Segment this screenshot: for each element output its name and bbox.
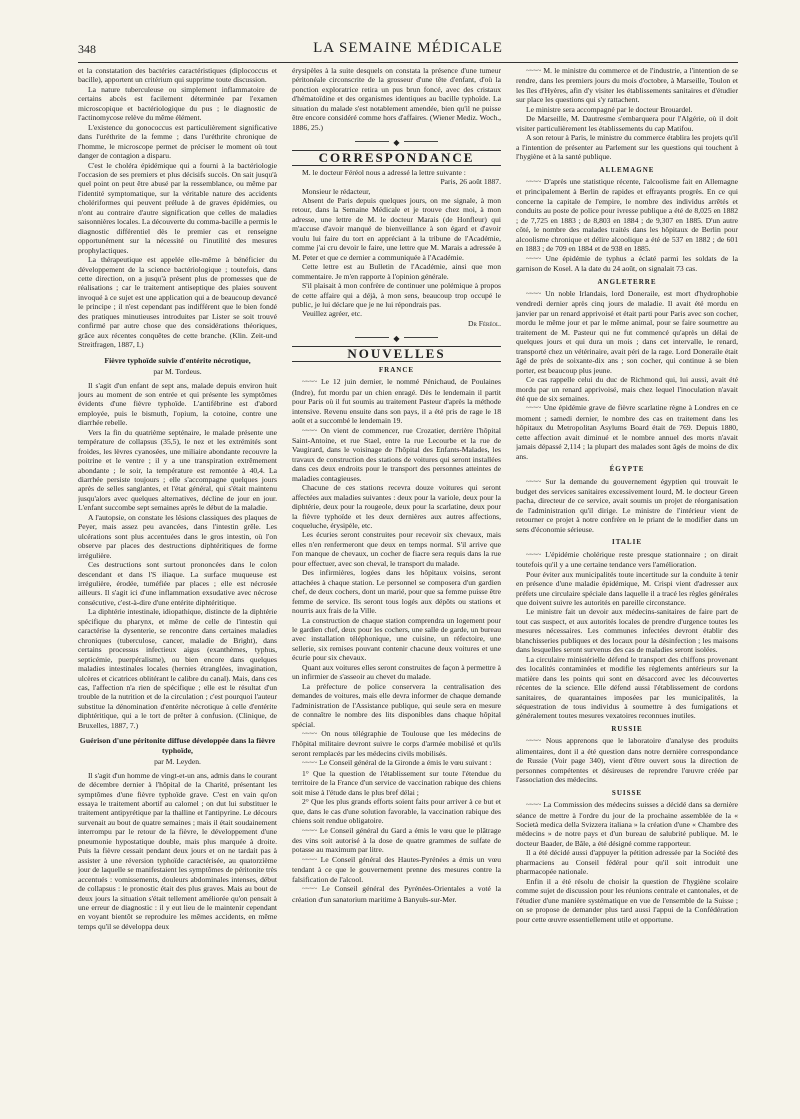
- ornament-divider: ◆: [292, 334, 501, 340]
- news-dash-icon: ~~~~: [526, 254, 542, 263]
- header-rule: [78, 62, 738, 63]
- paragraph: La nature tuberculeuse ou simplement inflammatoire de certains abcès est facilement déterminée par l'examen microscopique et bactériologique du pus ; le diagnostic de l'actinomycose relève du même élément.: [78, 84, 277, 123]
- country-heading: FRANCE: [378, 365, 415, 374]
- section-heading-correspondance: CORRESPONDANCE: [292, 150, 501, 165]
- news-dash-icon: ~~~~: [302, 426, 318, 435]
- paragraph: L'existence du gonococcus est particulièrement significative dans l'uréthrite de la femme ; dans l'uréthrite chronique de l'homme, le microscope permet de préciser le moment où tout danger de contagion a disparu.: [78, 122, 277, 161]
- column-3: [516, 66, 738, 1075]
- news-dash-icon: ~~~~: [526, 177, 542, 186]
- journal-title: LA SEMAINE MÉDICALE: [313, 40, 503, 56]
- news-item: ~~~~ D'après une statistique récente, l'alcoolisme fait en Allemagne et principalement à Berlin de rapides et effrayants progrès. En ce qui concerne la capitale de l'empire, le nombre des individus arrêtés et conduits au poste de police pour ivresse publique a été de 8,025 en 1882 ; de 7,725 en 1883 ; de 8,803 en 1884 ; de 9,307 en 1885. D'un autre côté, le nombre des malades traités dans les hôpitaux de Berlin pour alcoolisme chronique et délire alcoolique a été de 537 en 1882 ; de 601 en 1883 ; de 709 en 1884 et de 938 en 1885.: [516, 176, 738, 254]
- ornament-divider: ◆: [292, 138, 501, 144]
- paragraph: C'est le choléra épidémique qui a fourni à la bactériologie l'occasion de ses premiers et plus décisifs succès. On sait jusqu'à quel point on peut être abusé par la ressemblance, ou même par l'identité symptomatique, sur la véritable nature des accidents cholériformes qui peuvent prélude à de graves épidémies, ou n'ont au contraire d'autre signification que celles de maladies saisonnières locales. La découverte du comma-bacille a permis le diagnostic différentiel dès le premier cas et renseigne opportunément sur la nécessité ou l'inutilité des mesures prophylactiques.: [78, 160, 277, 255]
- paragraph: A son retour à Paris, le ministre du commerce établira les projets qu'il a l'intention de présenter au Parlement sur les questions qui touchent à l'hygiène et à la santé publique.: [516, 133, 738, 162]
- letter-salutation: Monsieur le rédacteur,: [302, 186, 371, 196]
- paragraph: 2° Que les plus grands efforts soient faits pour arriver à ce but et que, dans le cas d'une solution favorable, la vaccination rabique des chiens soit rendue obligatoire.: [292, 797, 501, 826]
- news-dash-icon: ~~~~: [526, 404, 542, 413]
- column-1: [78, 66, 277, 1075]
- news-dash-icon: ~~~~: [526, 477, 542, 486]
- paragraph: La diphtérie intestinale, idiopathique, distincte de la diphtérie spécifique du pharynx, et même de celle de l'intestin qui caractérise la dysenterie, se rencontre dans certaines maladies chroniques (tuberculose, cancer, maladie de Bright), dans certains processus infectieux aigus (exanthèmes, typhus, septicémie, puerpéralisme), ou bien encore dans quelques maladies intestinales locales (hernies étranglées, invagination, ulcères et cicatrices oblitérant le calibre du canal). Mais, dans ces cas, l'affection n'a rien de spécifique ; elle est le résultat d'un trouble de la nutrition et de la circulation ; c'est pourquoi l'auteur substitue la dénomination d'entérite nécrotique à celle d'entérite diphtéritique, qui a le tort de prêter à confusion. (Clinique, de Bruxelles, 1887, 7.): [78, 607, 277, 730]
- news-item: ~~~~ M. le ministre du commerce et de l'industrie, a l'intention de se rendre, dans les premiers jours du mois d'octobre, à Marseille, Toulon et les îles d'Hyères, afin d'y visiter les établissements sanitaires et d'étudier sur place les questions qui s'y rattachent.: [516, 66, 738, 105]
- news-dash-icon: ~~~~: [526, 737, 542, 746]
- country-heading: ÉGYPTE: [609, 465, 645, 474]
- news-dash-icon: ~~~~: [302, 759, 318, 768]
- paragraph: A l'autopsie, on constate les lésions classiques des plaques de Peyer, mais assez peu avancées, dans l'intestin grêle. Les ulcérations sont plus accentuées dans le gros intestin, où l'on observe par places des destructions diphtéritiques de forme irrégulière.: [78, 512, 277, 560]
- letter-closing: Veuillez agréer, etc.: [302, 309, 362, 319]
- paragraph: La construction de chaque station comprendra un logement pour le gardien chef, deux pour les cochers, une salle de garde, un bureau avec installation téléphonique, une cuisine, un réfectoire, une sellerie, six remises pouvant contenir chacune deux voitures et une écurie pour six chevaux.: [292, 615, 501, 663]
- news-item: ~~~~ Une épidémie grave de fièvre scarlatine règne à Londres en ce moment ; samedi dernier, le nombre des cas en traitement dans les hôpitaux du Metropolitan Asylums Board était de 769. Depuis 1880, cette affection avait diminué et le nombre annuel des morts n'avait jamais dépassé 2,114 ; la plupart des malades sont âgés de moins de dix ans.: [516, 403, 738, 461]
- paragraph: et la constatation des bactéries caractéristiques (diplococcus et bacille), apportent un critérium qui supprime toute discussion.: [78, 66, 277, 85]
- news-dash-icon: ~~~~: [526, 801, 542, 810]
- article-heading: Guérison d'une péritonite diffuse développée dans la fièvre typhoïde,: [79, 736, 276, 755]
- news-dash-icon: ~~~~: [302, 885, 318, 894]
- paragraph: Vers la fin du quatrième septénaire, le malade présente une température de collapsus (35,5), le nez et les extrémités sont froides, les lèvres cyanosées, une miliaire abondante recouvre la poitrine et le ventre ; il y a une transpiration extrêmement abondante ; le soir, la température est remontée à 40,4. La diarrhée persiste toujours ; elle s'accompagne quelques jours après de selles sanglantes, et l'état général, qui s'était maintenu jusqu'alors avec quelques alternatives, décline de jour en jour. L'enfant succombe sept semaines après le début de la maladie.: [78, 427, 277, 513]
- news-item: ~~~~ La Commission des médecins suisses a décidé dans sa dernière séance de mettre à l'ordre du jour de la prochaine assemblée de la « Società medica della Svizzera italiana » la création d'une « Chambre des médecins » de notre pays et d'un bureau de salubrité publique. M. le docteur Baader, de Bâle, a été désigné comme rapporteur.: [516, 800, 738, 848]
- letter-signature: Dr Féréol.: [468, 318, 501, 328]
- paragraph: La thérapeutique est appelée elle-même à bénéficier du développement de la science bactériologique ; toutefois, dans cette direction, on a jusqu'à présent plus de promesses que de réalisations ; car le traitement antiseptique des plaies souvent invoqué à ce sujet est une application qui a de beaucoup devancé le principe ; il n'est cependant pas indifférent que le bien fondé des pratiques minutieuses introduites par Lister se soit trouvé confirmé par autre chose que des considérations théoriques, grâce aux récentes conquêtes de cette branche. (Klin. Zeit-und Streitfragen, 1887, I.): [78, 255, 277, 350]
- news-dash-icon: ~~~~: [302, 855, 318, 864]
- paragraph: Le ministre sera accompagné par le docteur Brouardel.: [526, 104, 693, 114]
- country-heading: ITALIE: [612, 538, 642, 547]
- news-item: ~~~~ Nous apprenons que le laboratoire d'analyse des produits alimentaires, dont il a été question dans notre dernière correspondance de Russie (Voir page 340), vient d'être ouvert sous la direction de personnes compétentes et désireuses de reprendre l'œuvre créée par l'association des médecins.: [516, 736, 738, 785]
- news-item: ~~~~ L'épidémie cholérique reste presque stationnaire ; on dirait toutefois qu'il y a une certaine tendance vers l'amélioration.: [516, 549, 738, 570]
- news-dash-icon: ~~~~: [526, 550, 542, 559]
- paragraph: Ces destructions sont surtout prononcées dans le colon descendant et dans l'S iliaque. La surface muqueuse est irrégulière, érodée, tuméfiée par places ; elle est nécrosée ailleurs. Il s'agit ici d'une inflammation exsudative avec nécrose consécutive, c'est-à-dire d'une entérite diphtéritique.: [78, 560, 277, 607]
- article-author: par M. Tordeus.: [153, 367, 202, 377]
- news-item: ~~~~ Le Conseil général de la Gironde a émis le vœu suivant :: [302, 758, 492, 768]
- country-heading: RUSSIE: [611, 724, 643, 733]
- paragraph: Ce cas rappelle celui du duc de Richmond qui, lui aussi, avait été mordu par un renard apprivoisé, mais chez lequel l'inoculation n'avait été que de six semaines.: [516, 375, 738, 403]
- paragraph: Il s'agit d'un homme de vingt-et-un ans, admis dans le courant de décembre dernier à l'hôpital de la Charité, présentant les symptômes d'une fièvre typhoïde grave. C'est en vain qu'on essaya le traitement abortif au calomel ; on dut lui substituer le traitement antipyrétique par la thalline et l'antipyrine. Le décours survenait au bout de quatre semaines ; mais il était soudainement interrompu par le retour de la fièvre, le développement d'une pneumonie hypostatique double, mais plus marquée à droite. Puis la fièvre cessait pendant deux jours et on ne tardait pas à assister à une réversion typhoïde caractérisée, au quatorzième jour de laquelle se manifestaient les symptômes de péritonite très accentués : vomissements, douleurs abdominales intenses, début de collapsus : le pronostic était des plus graves. Mais au bout de deux jours la situation s'était tellement améliorée qu'on pensait à une erreur de diagnostic : il y eut lieu de le maintenir cependant en voyant bientôt se reproduire les mêmes accidents, en même temps qu'il se développa deux: [78, 770, 277, 931]
- paragraph: M. le docteur Féréol nous a adressé la lettre suivante :: [302, 167, 466, 177]
- page-number: 348: [78, 42, 96, 56]
- country-heading: SUISSE: [611, 788, 643, 797]
- news-item: ~~~~ On nous télégraphie de Toulouse que les médecins de l'hôpital militaire devront suivre le corps d'armée mobilisé et qu'ils seront remplacés par les médecins civils mobilisés.: [292, 729, 501, 758]
- section-heading-nouvelles: NOUVELLES: [292, 346, 501, 361]
- article-heading: Fièvre typhoïde suivie d'entérite nécrotique,: [104, 355, 251, 365]
- news-item: ~~~~ Le Conseil général du Gard a émis le vœu que le plâtrage des vins soit autorisé à la dose de quatre grammes de sulfate de potasse au maximum par litre.: [292, 825, 501, 855]
- paragraph: Il s'agit d'un enfant de sept ans, malade depuis environ huit jours au moment de son entrée et qui présente les symptômes évidents d'une fièvre typhoïde. L'antifébrine est d'abord employée, puis le bismuth, l'opium, la cotoine, contre une diarrhée rebelle.: [78, 380, 277, 428]
- news-item: ~~~~ Une épidémie de typhus a éclaté parmi les soldats de la garnison de Kosel. A la date du 24 août, on signalait 73 cas.: [516, 253, 738, 274]
- paragraph: Quant aux voitures elles seront construites de façon à permettre à un infirmier de s'asseoir au chevet du malade.: [292, 662, 501, 682]
- news-dash-icon: ~~~~: [302, 730, 318, 738]
- news-dash-icon: ~~~~: [302, 378, 318, 387]
- column-2: [292, 66, 501, 1075]
- paragraph: Enfin il a été résolu de choisir la question de l'hygiène scolaire comme sujet de discussion pour les réunions centrale et cantonales, et de l'étudier d'une manière systématique en vue de l'ensemble de la Suisse ; on se propose de demander plus tard aussi l'appui de la Confédération pour cette œuvre essentiellement utile et opportune.: [516, 876, 738, 924]
- letter-date: Paris, 26 août 1887.: [440, 177, 501, 187]
- page-header: [78, 38, 738, 60]
- news-dash-icon: ~~~~: [302, 826, 318, 835]
- article-author: par M. Leyden.: [154, 757, 201, 767]
- paragraph: Des infirmières, logées dans les hôpitaux voisins, seront attachées à chaque station. Le personnel se composera d'un gardien chef, de deux cochers, dont un marié, pour que sa femme puisse être femme de service. Ils seront tous logés aux dépôts ou stations et nourris aux frais de la Ville.: [292, 568, 501, 616]
- country-heading: ANGLETERRE: [597, 277, 657, 286]
- news-dash-icon: ~~~~: [526, 289, 542, 298]
- country-heading: ALLEMAGNE: [599, 165, 655, 174]
- paragraph: Le ministre fait un devoir aux médecins-sanitaires de faire part de tout cas suspect, et aux autorités locales de prendre d'urgence toutes les mesures nécessaires. Les communes infectées devront établir des blanchisseries publiques et des locaux pour la désinfection ; les maisons dans lesquelles seront survenus des cas de maladies seront isolées.: [516, 607, 738, 655]
- paragraph: Les écuries seront construites pour recevoir six chevaux, mais elles n'en renfermeront que deux en temps normal. S'il arrive que l'on manque de chevaux, un cocher de fiacre sera requis dans la rue pour effectuer, avec son cheval, le transport du malade.: [292, 530, 501, 568]
- news-item: ~~~~ Le Conseil général des Hautes-Pyrénées a émis un vœu tendant à ce que le gouvernement prenne des mesures contre la falsification de l'alcool.: [292, 854, 501, 884]
- news-item: ~~~~ Le 12 juin dernier, le nommé Pénichaud, de Poulaines (Indre), fut mordu par un chien enragé. Dès le lendemain il partit pour Paris où il fut soumis au traitement Pasteur d'après la méthode intensive. Revenu ensuite dans son pays, il a été pris de rage le 18 août et a succombé le lendemain 19.: [292, 377, 501, 426]
- paragraph: La préfecture de police conservera la centralisation des demandes de voitures, mais elle devra informer de chaque demande l'administration de l'Assistance publique, qui seule sera en mesure de connaître le nombre des lits disponibles dans chaque hôpital spécial.: [292, 681, 501, 729]
- paragraph: Pour éviter aux municipalités toute incertitude sur la conduite à tenir en présence d'une maladie épidémique, M. Crispi vient d'adresser aux préfets une circulaire spéciale dans laquelle il a tracé les règles générales que doivent suivre les autorités en pareille circonstance.: [516, 569, 738, 608]
- news-item: ~~~~ Sur la demande du gouvernement égyptien qui trouvait le budget des services sanitaires excessivement lourd, M. le docteur Green pacha, directeur de ce service, avait soumis un projet de réorganisation de l'administration qu'il dirige. Le ministre de l'intérieur vient de retourner ce projet à notre confrère en le priant de le modifier dans un sens d'économie sérieuse.: [516, 476, 738, 534]
- paragraph: Il a été décidé aussi d'appuyer la pétition adressée par la Société des pharmaciens au Conseil fédéral pour qu'il soit introduit une pharmacopée nationale.: [516, 848, 738, 877]
- paragraph: Absent de Paris depuis quelques jours, on me signale, à mon retour, dans la Semaine Médicale et je trouve chez moi, à mon adresse, une lettre de M. le docteur Marais (de Honfleur) qui m'accuse d'avoir manqué de bienveillance à son égard et d'avoir voulu lui faire du tort en appréciant à la tribune de l'Académie, comme j'ai cru devoir le faire, une lettre que M. Marais a adressée à M. Peter et que ce dernier a communiquée à l'Académie.: [292, 195, 501, 262]
- paragraph: De Marseille, M. Dautresme s'embarquera pour l'Algérie, où il doit visiter particulièrement les établissements du cap Matifou.: [516, 114, 738, 133]
- paragraph: Chacune de ces stations recevra douze voitures qui seront affectées aux maladies suivantes : deux pour la variole, deux pour la diphtérie, deux pour la rougeole, deux pour la scarlatine, deux pour la fièvre typhoïde et les deux dernières aux autres affections, coqueluche, érysipèle, etc.: [292, 483, 501, 531]
- paragraph: S'il plaisait à mon confrère de continuer une polémique à propos de cette affaire qui a déjà, à mon sens, beaucoup trop occupé le public, je lui déclare que je ne lui répondrais pas.: [292, 281, 501, 309]
- paragraph: érysipèles à la suite desquels on constata la présence d'une tumeur péritonéale circonscrite de la grosseur d'une tête d'enfant, d'où la ponction exploratrice retira un pus brun foncé, avec des cristaux d'hématoïdine et des organismes identiques au bacille typhoïde. La situation du malade s'est notablement amendée, bien qu'il ne puisse être encore considéré comme hors d'affaires. (Wiener Mediz. Woch., 1886, 25.): [292, 66, 501, 132]
- paragraph: Cette lettre est au Bulletin de l'Académie, ainsi que mon commentaire. Je m'en rapporte à l'opinion générale.: [292, 262, 501, 281]
- news-item: ~~~~ Un noble Irlandais, lord Doneraile, est mort d'hydrophobie vendredi dernier après cinq jours de maladie. Il avait été mordu en janvier par un renard apprivoisé et était parti pour Paris avec son cocher, mordu le même jour et par le même animal, pour se faire soumettre au traitement de M. Pasteur qui ne fut commencé qu'après un délai de quelques jours et qui dura un mois ; dans cet intervalle, le renard, transporté chez un vétérinaire, avait péri de la rage. Lord Doneraile était âgé de près de soixante-dix ans ; son cocher, qui continue à se bien porter, est beaucoup plus jeune.: [516, 288, 738, 375]
- paragraph: 1° Que la question de l'établissement sur toute l'étendue du territoire de la France d'un service de vaccination rabique des chiens soit mise à l'étude dans le plus bref délai ;: [292, 768, 501, 797]
- paragraph: La circulaire ministérielle défend le transport des chiffons provenant des localités contaminées et modifie les règlements antérieurs sur la matière dans les points qui sont en désaccord avec les découvertes récentes de la science. Elle défend aussi l'établissement de cordons sanitaires, de quarantaines imposées par les municipalités, la séquestration de tous individus à soumettre à des fumigations et généralement toutes mesures vexatoires reconnues inutiles.: [516, 654, 738, 721]
- news-item: ~~~~ On vient de commencer, rue Crozatier, derrière l'hôpital Saint-Antoine, et rue Stael, entre la rue Lecourbe et la rue de Vaugirard, dans le voisinage de l'hôpital des Enfants-Malades, les travaux de construction des stations de voitures qui seront installées dans ces deux endroits pour le transport des personnes atteintes de maladies contagieuses.: [292, 425, 501, 483]
- news-item: ~~~~ Le Conseil général des Pyrénées-Orientales a voté la création d'un sanatorium maritime à Banyuls-sur-Mer.: [292, 884, 501, 904]
- news-dash-icon: ~~~~: [526, 67, 542, 75]
